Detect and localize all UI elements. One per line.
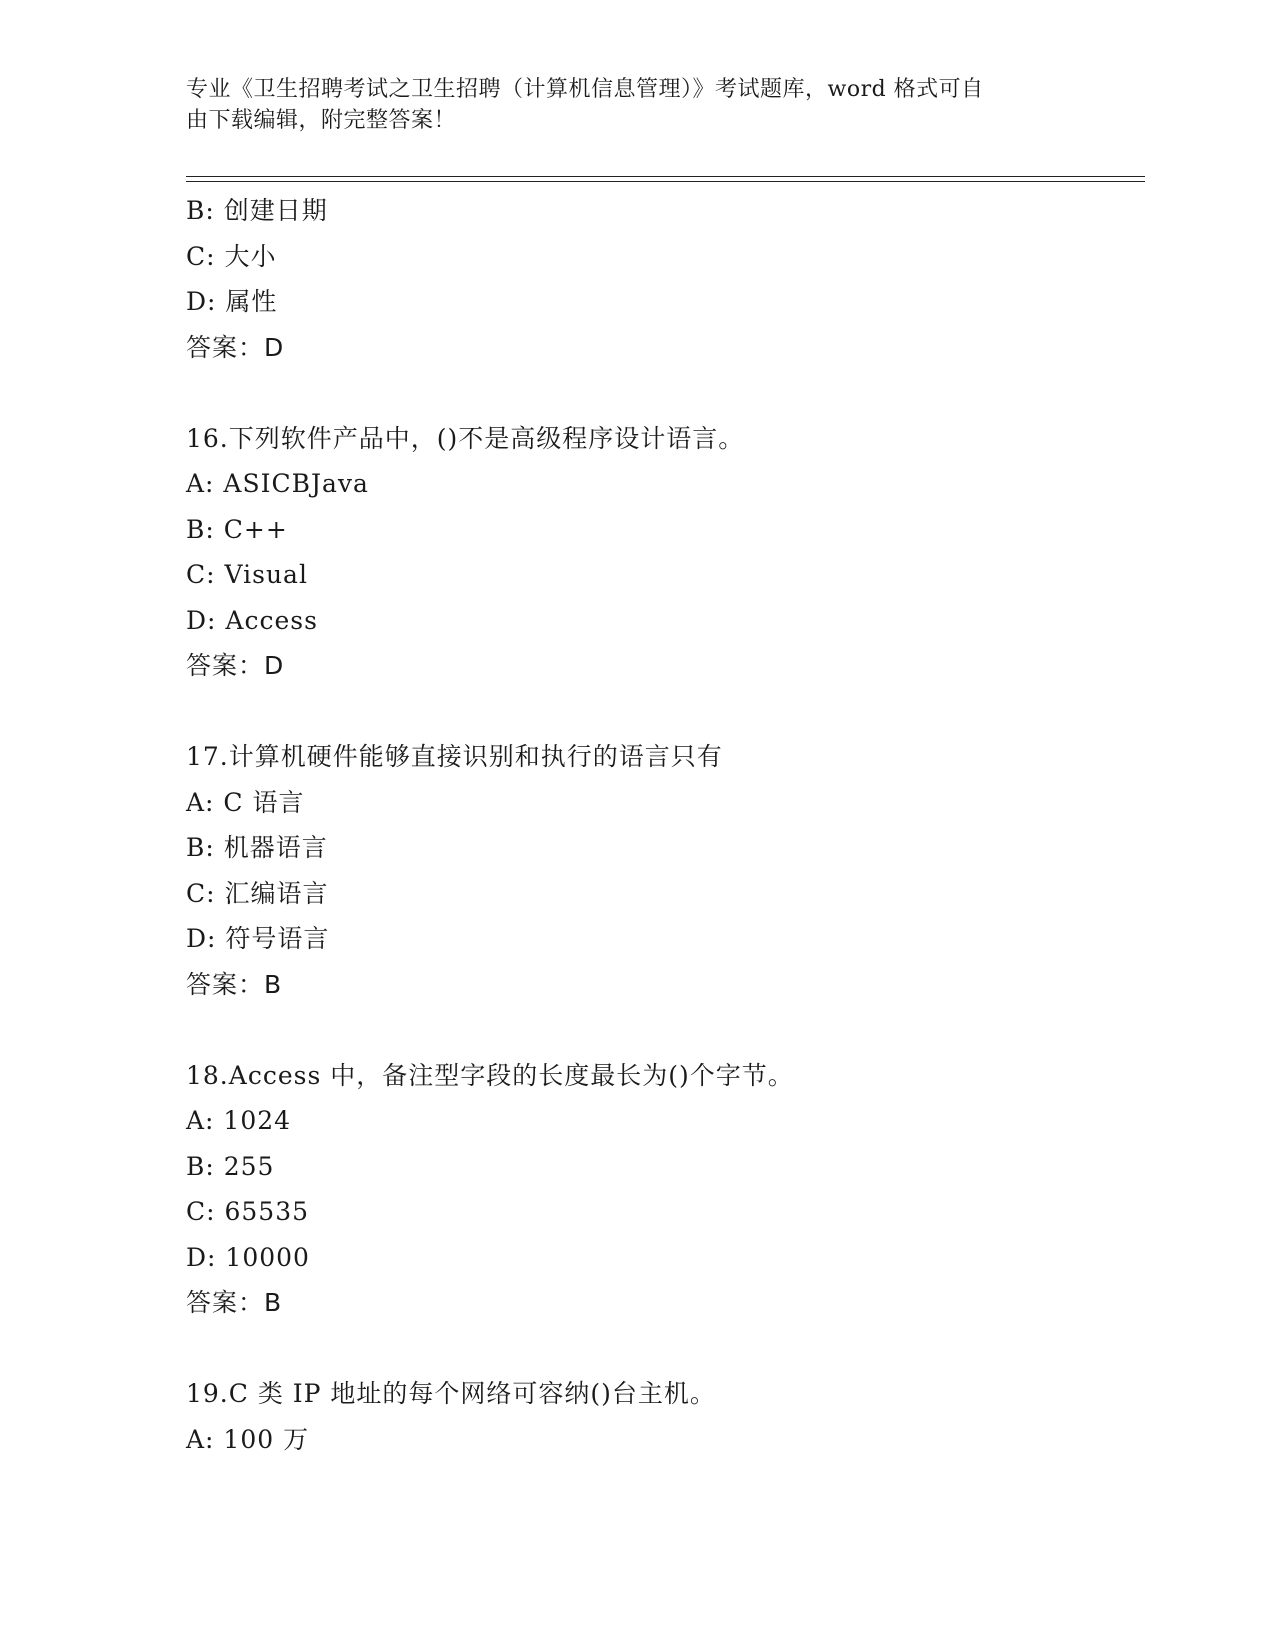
spacer xyxy=(186,1007,1146,1053)
question-title: 19.C 类 IP 地址的每个网络可容纳()台主机。 xyxy=(186,1379,716,1408)
spacer xyxy=(186,370,1146,416)
option-a: A: ASICBJava xyxy=(186,469,369,498)
question-block-19 xyxy=(186,1371,1146,1462)
document-header xyxy=(186,74,1066,136)
option-c: C: Visual xyxy=(186,560,308,589)
header-divider-top xyxy=(186,176,1145,177)
question-block-15 xyxy=(186,188,1146,370)
option-b: B: 创建日期 xyxy=(186,196,328,225)
answer-line: 答案：B xyxy=(186,1288,283,1317)
option-d: D: 符号语言 xyxy=(186,924,330,953)
answer-line: 答案：D xyxy=(186,332,285,362)
option-a: A: 100 万 xyxy=(186,1424,310,1454)
option-a: A: 1024 xyxy=(186,1106,292,1135)
option-b: B: 255 xyxy=(186,1151,275,1181)
option-c: C: 汇编语言 xyxy=(186,878,329,908)
question-list xyxy=(186,188,1146,1462)
option-c: C: 65535 xyxy=(186,1197,310,1226)
answer-line: 答案：D xyxy=(186,651,285,680)
question-title: 16.下列软件产品中，()不是高级程序设计语言。 xyxy=(186,423,745,453)
question-block-17 xyxy=(186,734,1146,1007)
header-line-1: 专业《卫生招聘考试之卫生招聘（计算机信息管理）》考试题库，word 格式可自 xyxy=(186,77,984,102)
question-block-16 xyxy=(186,416,1146,689)
option-d: D: 10000 xyxy=(186,1242,310,1272)
option-b: B: C++ xyxy=(186,514,288,544)
option-a: A: C 语言 xyxy=(186,787,305,817)
option-b: B: 机器语言 xyxy=(186,833,328,862)
answer-line: 答案：B xyxy=(186,969,283,999)
header-line-2: 由下载编辑，附完整答案！ xyxy=(186,108,457,133)
option-c: C: 大小 xyxy=(186,241,277,271)
question-block-18 xyxy=(186,1053,1146,1326)
option-d: D: Access xyxy=(186,605,318,635)
header-divider-bottom xyxy=(186,181,1145,182)
option-d: D: 属性 xyxy=(186,287,278,316)
question-title: 17.计算机硬件能够直接识别和执行的语言只有 xyxy=(186,742,723,771)
spacer xyxy=(186,1326,1146,1372)
spacer xyxy=(186,689,1146,735)
question-title: 18.Access 中，备注型字段的长度最长为()个字节。 xyxy=(186,1060,794,1090)
